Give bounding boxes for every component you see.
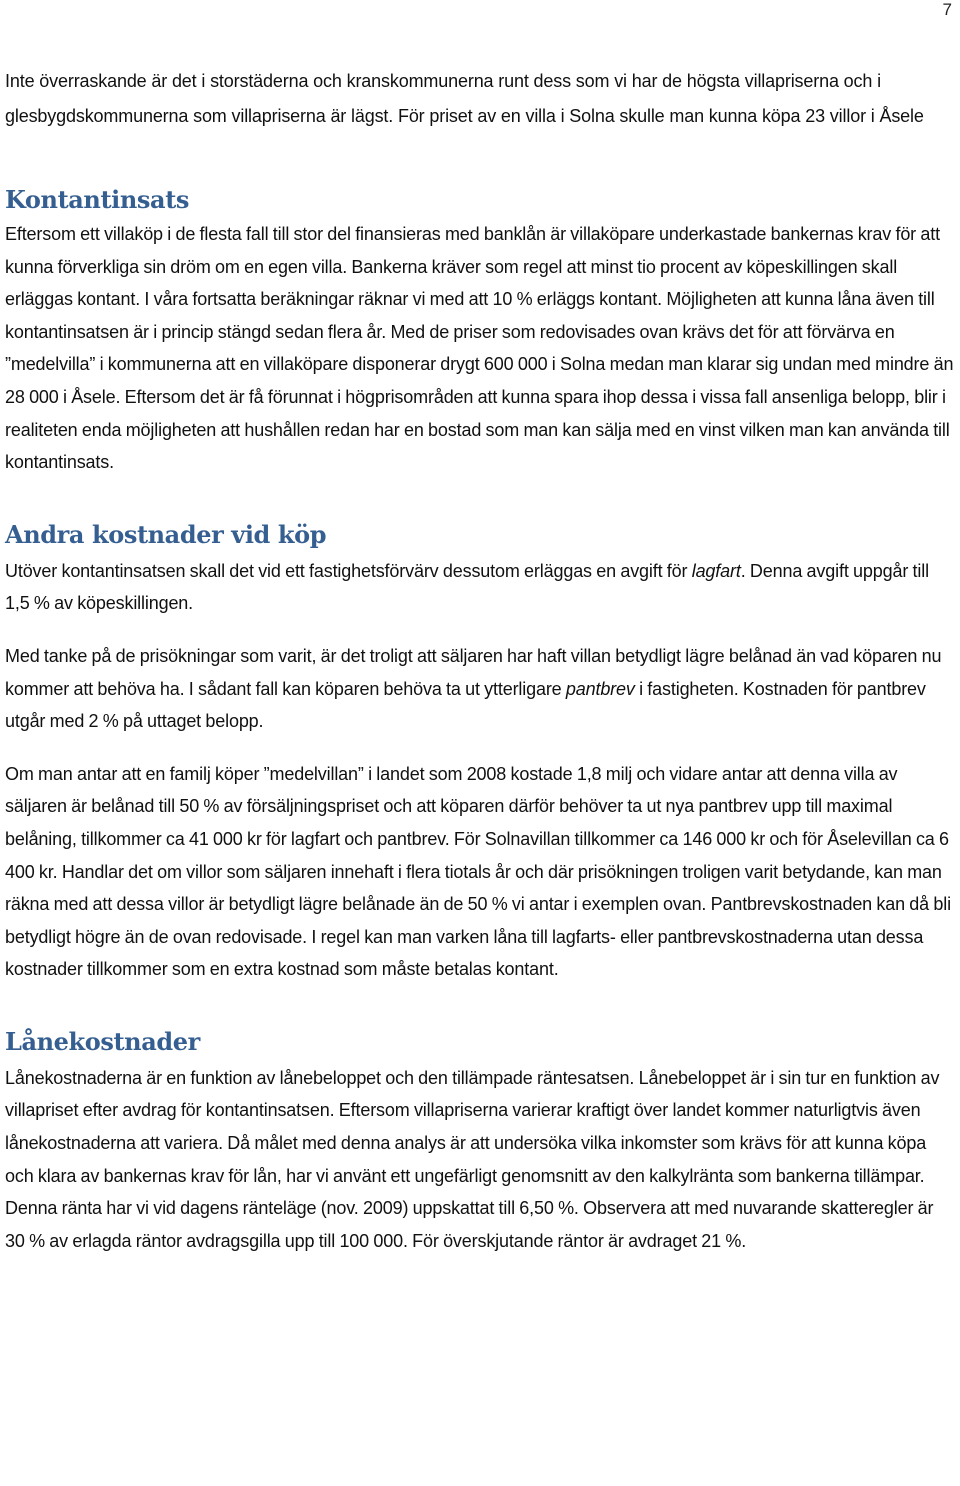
text-segment: i fastigheten. Kostnaden för pantbrev utgår med 2 % på uttaget belopp.: [5, 678, 926, 732]
emphasis-lagfart: lagfart: [691, 560, 741, 581]
page-number: 7: [942, 0, 952, 19]
andra-kostnader-paragraph-2: [5, 640, 955, 738]
text-segment: Utöver kontantinsatsen skall det vid ett fastighetsförvärv dessutom erläggas en avgift för: [5, 560, 692, 581]
text-segment: Med tanke på de prisökningar som varit, är det troligt att säljaren har haft villan betydligt lägre belånad än vad köparen nu kommer att behöva ha. I sådant fall kan köparen behöva ta ut ytterligare: [5, 645, 942, 699]
document-body: [5, 64, 955, 1257]
kontantinsats-paragraph: [5, 218, 955, 479]
kontantinsats-body-text: Bankerna kräver som regel att minst tio procent av köpeskillingen skall erläggas kontant. I våra fortsatta beräkningar räknar vi med att 10 % erläggs kontant. Möjligheten att kunna låna även till kontantinsatsen är i princip stängd sedan flera år. Med de priser som redovisades ovan krävs det för att förvärva en ”medelvilla” i kommunerna att en villaköpare disponerar drygt 600 000 i Solna medan man klarar sig undan med mindre än 28 000 i Åsele. Eftersom det är få förunnat i högprisområden att kunna spara ihop dessa i vissa fall ansenliga belopp, blir i realiteten enda möjligheten att hushållen redan har en bostad som man kan sälja med en vinst vilken man kan använda till kontantinsats.: [5, 256, 954, 473]
andra-kostnader-paragraph-3: Om man antar att en familj köper ”medelvillan” i landet som 2008 kostade 1,8 milj och vidare antar att denna villa av säljaren är belånad till 50 % av försäljningspriset och att köparen därför behöver ta ut nya pantbrev upp till maximal belåning, tillkommer ca 41 000 kr för lagfart och pantbrev. För Solnavillan tillkommer ca 146 000 kr och för Åselevillan ca 6 400 kr. Handlar det om villor som säljaren innehaft i flera tiotals år och där prisökningen troligen varit betydande, kan man räkna med att dessa villor är betydligt lägre belånade än de 50 % vi antar i exemplen ovan. Pantbrevskostnaden kan då bli betydligt högre än de ovan redovisade. I regel kan man varken låna till lagfarts- eller pantbrevskostnaderna utan dessa kostnader tillkommer som en extra kostnad som måste betalas kontant.: [5, 763, 951, 980]
lanekostnader-paragraph: Lånekostnaderna är en funktion av lånebeloppet och den tillämpade räntesatsen. Lånebeloppet är i sin tur en funktion av villapriset efter avdrag för kontantinsatsen. Eftersom villapriserna varierar kraftigt över landet kommer naturligtvis även lånekostnaderna att variera. Då målet med denna analys är att undersöka vilka inkomster som krävs för att kunna köpa och klara av bankernas krav för lån, har vi använt ett ungefärligt genomsnitt av den kalkylränta som bankerna tillämpar. Denna ränta har vi vid dagens ränteläge (nov. 2009) uppskattat till 6,50 %. Observera att med nuvarande skatteregler är 30 % av erlagda räntor avdragsgilla upp till 100 000. För överskjutande räntor är avdraget 21 %.: [5, 1067, 940, 1251]
section-heading-lanekostnader: Lånekostnader: [5, 1026, 200, 1056]
andra-kostnader-paragraph-1: [5, 555, 955, 620]
text-segment: . Denna avgift uppgår till 1,5 % av köpeskillingen.: [5, 560, 929, 614]
kontantinsats-lead-text: Eftersom ett villaköp i de flesta fall till stor del finansieras med banklån är villaköpare underkastade bankernas krav för att kunna förverkliga sin dröm om en egen villa.: [5, 224, 940, 277]
section-heading-andra-kostnader: Andra kostnader vid köp: [5, 519, 327, 549]
emphasis-pantbrev: pantbrev: [565, 678, 635, 699]
intro-paragraph: Inte överraskande är det i storstäderna och kranskommunerna runt dess som vi har de högsta villapriserna och i glesbygdskommunerna som villapriserna är lägst. För priset av en villa i Solna skulle man kunna köpa 23 villor i Åsele: [5, 71, 924, 126]
section-heading-kontantinsats: Kontantinsats: [5, 185, 189, 214]
